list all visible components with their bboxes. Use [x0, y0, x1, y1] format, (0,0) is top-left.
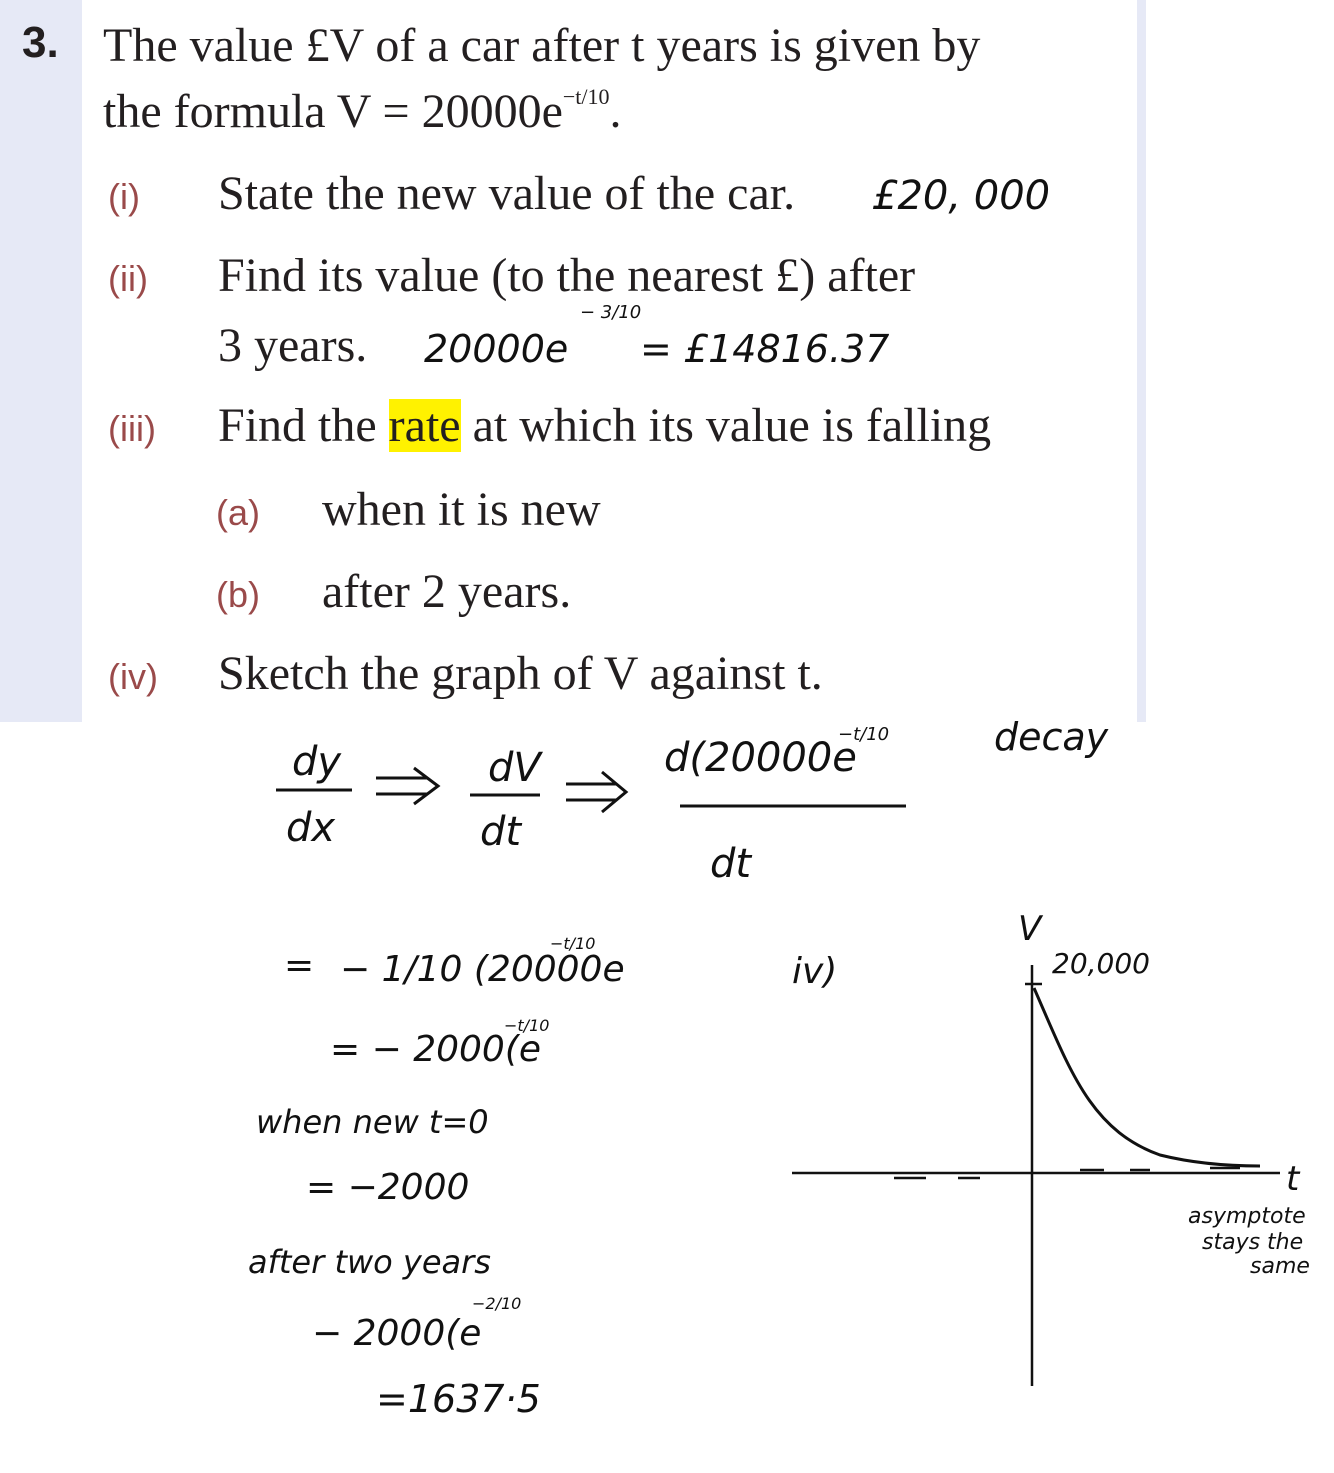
- part-ii-text-2: 3 years.: [218, 319, 368, 372]
- result-when-new: = −2000: [306, 1167, 470, 1208]
- implies-arrow-2: [566, 772, 626, 812]
- part-label-a: (a): [216, 492, 260, 533]
- deriv-dt: dt: [480, 809, 522, 855]
- asymptote-note-2: stays the: [1202, 1230, 1304, 1255]
- part-a-text: when it is new: [322, 483, 601, 536]
- step2-expression: = − 2000(e: [330, 1029, 542, 1070]
- part-i-text: State the new value of the car.: [218, 167, 796, 220]
- step-two-expression: − 2000(e: [312, 1313, 482, 1354]
- decay-note: decay: [994, 715, 1109, 759]
- after-two-years-note: after two years: [248, 1243, 491, 1281]
- question-number: 3.: [22, 18, 59, 67]
- part-iv-text: Sketch the graph of V against t.: [218, 647, 823, 700]
- part-iii-post: at which its value is falling: [472, 399, 992, 452]
- formula-text: the formula V = 20000e: [103, 85, 563, 138]
- deriv-denominator: dt: [710, 841, 752, 887]
- deriv-dv: dV: [488, 745, 541, 791]
- decay-curve: [1034, 988, 1260, 1166]
- deriv-dy: dy: [292, 739, 342, 785]
- step1-expression: − 1/10 (20000e: [340, 949, 625, 990]
- step1-exponent: −t/10: [550, 934, 596, 953]
- answer-ii-result: = £14816.37: [640, 327, 890, 371]
- result-after-two-years: =1637·5: [376, 1377, 541, 1421]
- when-new-note: when new t=0: [256, 1103, 489, 1141]
- graph-part-label: iv): [792, 951, 838, 992]
- answer-i: £20, 000: [872, 173, 1051, 219]
- part-label-i: (i): [108, 176, 140, 217]
- step2-exponent: −t/10: [504, 1016, 550, 1035]
- graph-intercept-label: 20,000: [1052, 947, 1150, 980]
- asymptote-note-1: asymptote: [1188, 1204, 1306, 1229]
- part-b-text: after 2 years.: [322, 565, 572, 618]
- deriv-numerator-exponent: −t/10: [838, 724, 890, 745]
- highlighted-word: rate: [388, 399, 461, 452]
- graph-v-label: V: [1018, 909, 1042, 949]
- part-ii-text: Find its value (to the nearest £) after: [218, 249, 916, 302]
- part-label-ii: (ii): [108, 258, 148, 299]
- part-label-b: (b): [216, 574, 260, 615]
- deriv-numerator: d(20000e: [664, 735, 857, 781]
- question-line-1: The value £V of a car after t years is given by: [103, 19, 981, 72]
- implies-arrow-1: [376, 768, 438, 804]
- part-label-iii: (iii): [108, 408, 156, 449]
- part-iii-pre: Find the: [218, 399, 377, 452]
- graph-t-label: t: [1286, 1159, 1300, 1199]
- formula-exponent: −t/10: [562, 84, 610, 109]
- step1-equals: =: [284, 945, 315, 986]
- formula-period: .: [609, 85, 622, 138]
- step-two-exponent: −2/10: [472, 1294, 522, 1313]
- part-label-iv: (iv): [108, 656, 158, 697]
- asymptote-note-3: same: [1250, 1254, 1310, 1279]
- answer-ii-exponent: − 3/10: [580, 302, 642, 323]
- deriv-dx: dx: [286, 805, 336, 851]
- answer-ii-base: 20000e: [424, 327, 569, 371]
